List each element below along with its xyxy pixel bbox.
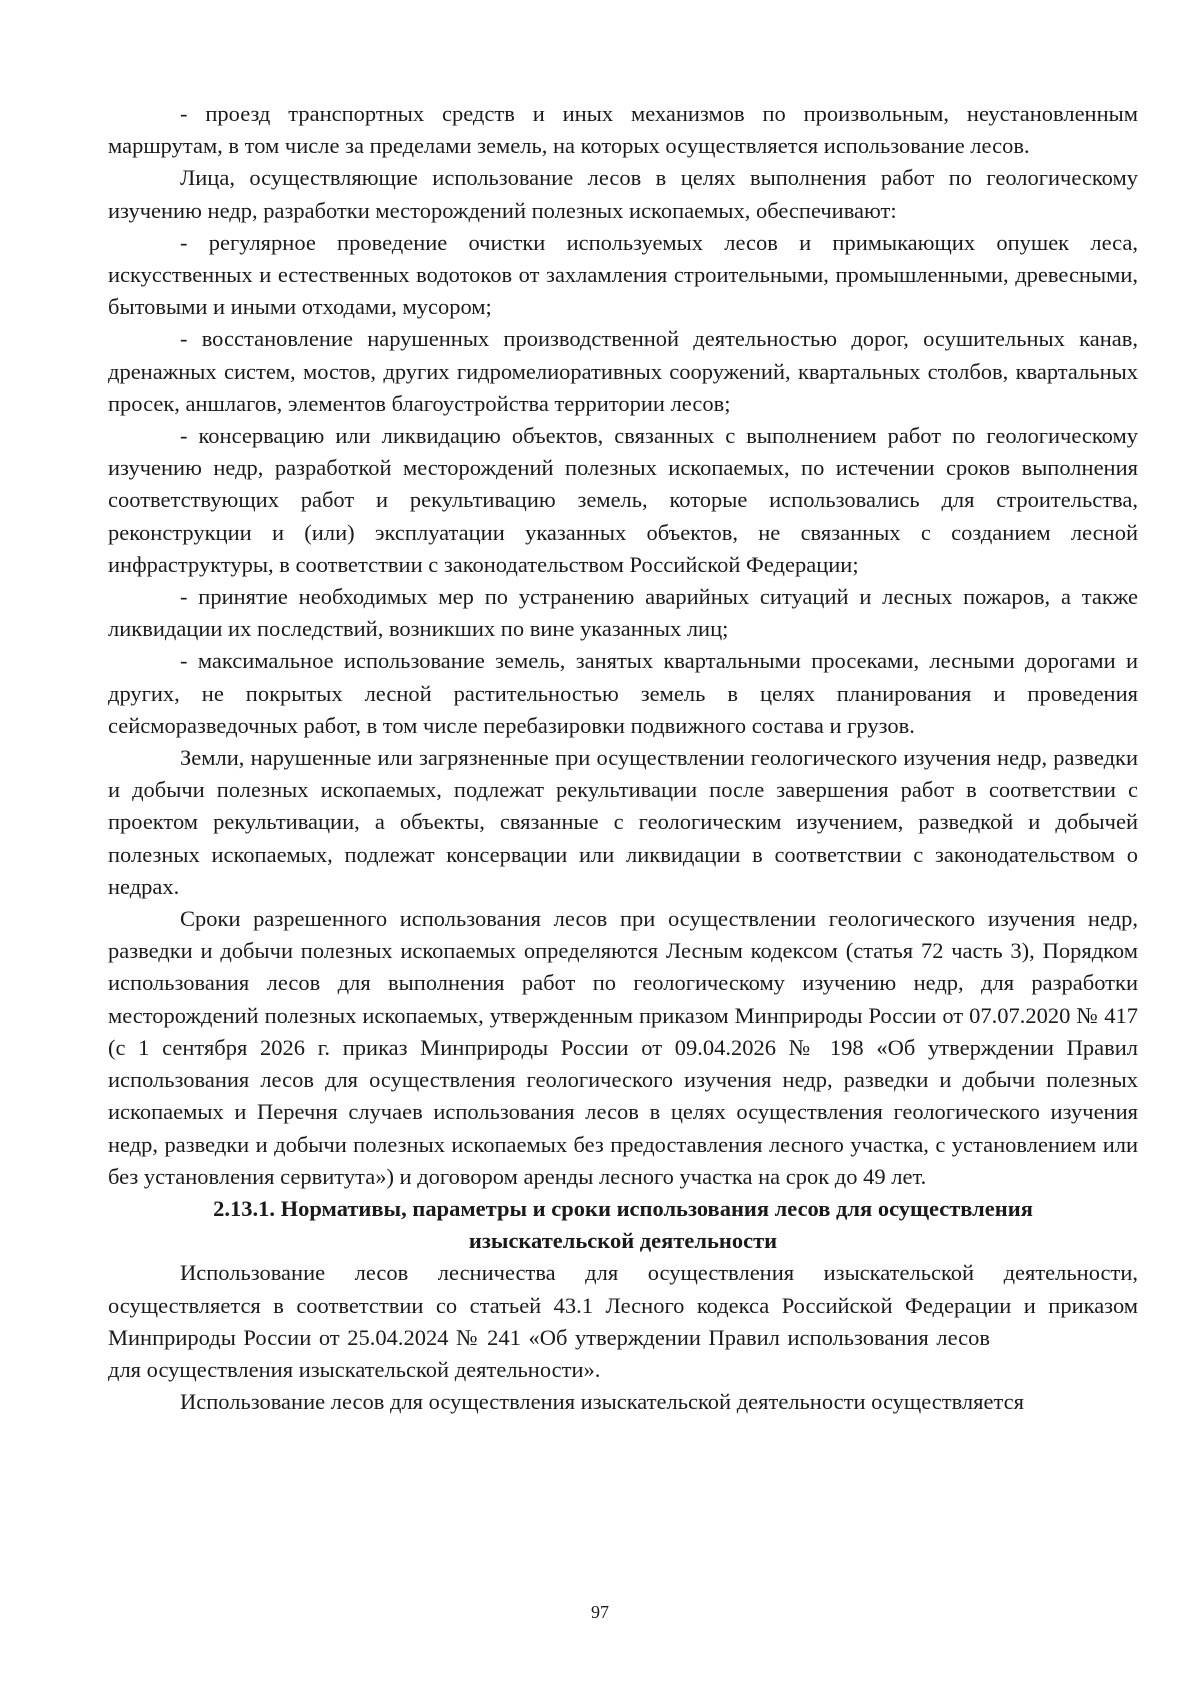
document-page <box>108 98 1138 1418</box>
bullet-paragraph-unauthorized-routes: - проезд транспортных средств и иных механизмов по произвольным, неустановленным маршрутам, в том числе за пределами земель, на которых осуществляется использование лесов. <box>108 101 1138 159</box>
section-heading-2-13-1: 2.13.1. Нормативы, параметры и сроки использования лесов для осуществления изыскательской деятельности <box>213 1195 1033 1254</box>
bullet-paragraph-restoration: - восстановление нарушенных производственной деятельностью дорог, осушительных канав, дренажных систем, мостов, других гидромелиоративных сооружений, квартальных столбов, квартальных просек, аншлагов, элементов благоустройства территории лесов; <box>108 326 1138 416</box>
page-number: 97 <box>591 1602 609 1622</box>
bullet-paragraph-emergency-measures: - принятие необходимых мер по устранению аварийных ситуаций и лесных пожаров, а также ликвидации их последствий, возникших по вине указанных лиц; <box>108 584 1138 642</box>
paragraph-persons-obligations: Лица, осуществляющие использование лесов в целях выполнения работ по геологическому изучению недр, разработки месторождений полезных ископаемых, обеспечивают: <box>108 165 1138 223</box>
paragraph-recultivation: Земли, нарушенные или загрязненные при осуществлении геологического изучения недр, разведки и добычи полезных ископаемых, подлежат рекультивации после завершения работ в соответствии с проектом рекультивации, а объекты, связанные с геологическим изучением, разведкой и добычей полезных ископаемых, подлежат консервации или ликвидации в соответствии с законодательством о недрах. <box>108 745 1138 899</box>
paragraph-survey-activity-part-2: для осуществления изыскательской деятельности». <box>108 1356 601 1382</box>
paragraph-survey-activity-part-1: Использование лесов лесничества для осуществления изыскательской деятельности, осуществляется в соответствии со статьей 43.1 Лесного кодекса Российской Федерации и приказом Минприроды России от 25.04.2024 № 241 «Об утверждении Правил использования лесов <box>108 1260 1138 1350</box>
bullet-paragraph-conservation: - консервацию или ликвидацию объектов, связанных с выполнением работ по геологическому изучению недр, разработкой месторождений полезных ископаемых, по истечении сроков выполнения соответствующих работ и рекультивацию земель, которые использовались для строительства, реконструкции и (или) эксплуатации указанных объектов, не связанных с созданием лесной инфраструктуры, в соответствии с законодательством Российской Федерации; <box>108 423 1138 577</box>
bullet-paragraph-max-land-use: - максимальное использование земель, занятых квартальными просеками, лесными дорогами и других, не покрытых лесной растительностью земель в целях планирования и проведения сейсморазведочных работ, в том числе перебазировки подвижного состава и грузов. <box>108 648 1138 738</box>
bullet-paragraph-cleaning: - регулярное проведение очистки используемых лесов и примыкающих опушек леса, искусственных и естественных водотоков от захламления строительными, промышленными, древесными, бытовыми и иными отходами, мусором; <box>108 229 1138 320</box>
paragraph-permitted-terms: Сроки разрешенного использования лесов при осуществлении геологического изучения недр, разведки и добычи полезных ископаемых определяются Лесным кодексом (статья 72 часть 3), Порядком использования лесов для выполнения работ по геологическому изучению недр, для разработки месторождений полезных ископаемых, утвержденным приказом Минприроды России от 07.07.2020 № 417 (с 1 сентября 2026 г. приказ Минприроды России от 09.04.2026 № 198 «Об утверждении Правил использования лесов для осуществления геологического изучения недр, разведки и добычи полезных ископаемых и Перечня случаев использования лесов в целях осуществления геологического изучения недр, разведки и добычи полезных ископаемых без предоставления лесного участка, с установлением или без установления сервитута») и договором аренды лесного участка на срок до 49 лет. <box>108 906 1138 1189</box>
paragraph-survey-activity-continued: Использование лесов для осуществления изыскательской деятельности осуществляется <box>180 1389 1024 1415</box>
paragraph-survey-activity <box>108 1257 1138 1386</box>
